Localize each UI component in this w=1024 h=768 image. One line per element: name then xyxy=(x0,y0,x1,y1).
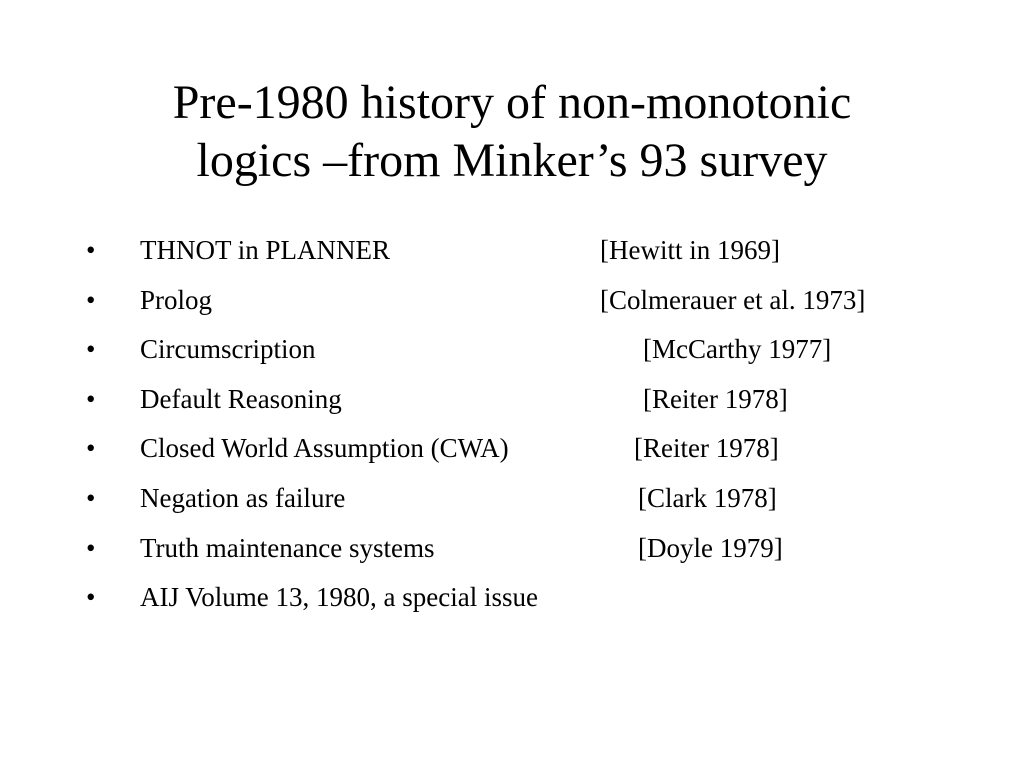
bullet-icon: • xyxy=(86,334,96,365)
bullet-icon: • xyxy=(86,582,96,613)
bullet-list xyxy=(0,226,1024,623)
item-label: Negation as failure xyxy=(140,482,346,513)
item-label: Circumscription xyxy=(140,334,316,365)
item-citation: [Doyle 1979] xyxy=(638,532,783,563)
bullet-icon: • xyxy=(86,482,96,513)
item-citation: [Reiter 1978] xyxy=(634,433,779,464)
list-item xyxy=(0,325,1024,375)
item-label: Prolog xyxy=(140,284,213,315)
item-citation: [Reiter 1978] xyxy=(643,383,788,414)
slide-title-line-2: logics –from Minker’s 93 survey xyxy=(196,134,828,187)
slide-title-line-1: Pre-1980 history of non-monotonic xyxy=(172,76,852,129)
bullet-icon: • xyxy=(86,433,96,464)
list-item xyxy=(0,573,1024,623)
bullet-icon: • xyxy=(86,532,96,563)
bullet-icon: • xyxy=(86,235,96,265)
list-item xyxy=(0,276,1024,326)
item-citation: [Colmerauer et al. 1973] xyxy=(600,284,866,315)
item-label: AIJ Volume 13, 1980, a special issue xyxy=(140,582,538,613)
item-citation: [McCarthy 1977] xyxy=(643,334,832,365)
item-label: Default Reasoning xyxy=(140,383,342,414)
item-citation: [Clark 1978] xyxy=(638,482,777,513)
item-citation: [Hewitt in 1969] xyxy=(600,235,780,265)
list-item xyxy=(0,375,1024,425)
item-label: Truth maintenance systems xyxy=(140,532,435,563)
list-item xyxy=(0,524,1024,574)
item-label: THNOT in PLANNER xyxy=(140,235,391,265)
slide-title xyxy=(0,74,1024,190)
bullet-icon: • xyxy=(86,383,96,414)
bullet-icon: • xyxy=(86,284,96,315)
list-item xyxy=(0,424,1024,474)
list-item xyxy=(0,474,1024,524)
list-item xyxy=(0,226,1024,276)
item-label: Closed World Assumption (CWA) xyxy=(140,433,509,464)
